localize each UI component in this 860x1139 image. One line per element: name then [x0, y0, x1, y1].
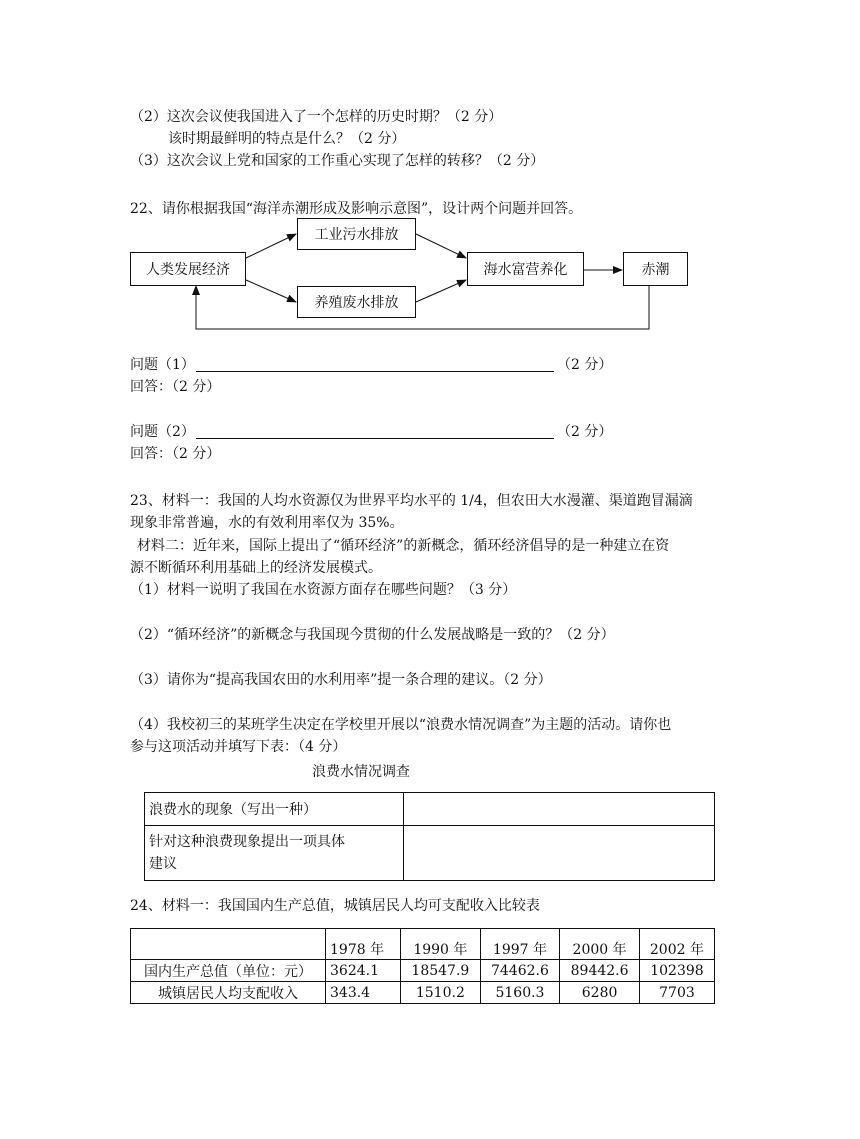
q21-part2-followup: 该时期最鲜明的特点是什么？（2 分）	[168, 131, 406, 147]
q22-answer2: 回答：（2 分）	[130, 446, 221, 462]
q22-question1-score: （2 分）	[557, 357, 613, 373]
table-row-gdp	[131, 960, 715, 982]
q21-part2: （2）这次会议使我国进入了一个怎样的历史时期？（2 分）	[130, 109, 503, 125]
gdp-value: 3624.1	[326, 960, 401, 982]
q23-subquestion3: （3）请你为“提高我国农田的水利用率”提一条合理的建议。（2 分）	[130, 672, 552, 688]
year-cell: 1997 年	[480, 929, 560, 960]
q22-answer1: 回答：（2 分）	[130, 379, 221, 395]
q23-material1-line1: 23、材料一：我国的人均水资源仅为世界平均水平的 1/4，但农田大水漫灌、渠道跑冒漏滴	[130, 493, 693, 509]
survey-row-suggestion	[145, 826, 715, 881]
survey-label-suggestion-line1: 针对这种浪费现象提出一项具体	[149, 834, 345, 850]
q23-material2-line2: 源不断循环利用基础上的经济发展模式。	[130, 560, 382, 576]
q23-subquestion1: （1）材料一说明了我国在水资源方面存在哪些问题？（3 分）	[130, 582, 517, 598]
survey-label-suggestion	[145, 826, 404, 881]
q22-question1-blank[interactable]	[196, 371, 554, 372]
survey-answer-suggestion[interactable]	[404, 826, 715, 881]
survey-row-phenomenon	[145, 793, 715, 826]
income-value: 5160.3	[480, 982, 560, 1004]
q22-question2-label: 问题（2）	[130, 424, 195, 440]
box-aquaculture-wastewater: 养殖废水排放	[297, 286, 416, 318]
arrow-human-to-aquaculture	[246, 280, 296, 302]
gdp-value: 18547.9	[401, 960, 481, 982]
income-value: 6280	[560, 982, 640, 1004]
gdp-value: 74462.6	[480, 960, 560, 982]
income-value: 7703	[639, 982, 714, 1004]
gdp-income-table	[130, 928, 715, 1004]
year-cell: 2002 年	[639, 929, 714, 960]
arrow-aquaculture-to-eutrophication	[416, 280, 466, 302]
q23-subquestion4-line2: 参与这项活动并填写下表：（4 分）	[130, 739, 347, 755]
box-human-economy: 人类发展经济	[130, 252, 246, 286]
row-label-gdp: 国内生产总值（单位：元）	[131, 960, 326, 982]
table-header-row	[131, 929, 715, 960]
arrow-feedback-loop	[196, 285, 649, 329]
box-industrial-wastewater: 工业污水排放	[297, 218, 416, 250]
income-value: 1510.2	[401, 982, 481, 1004]
year-cell: 1990 年	[401, 929, 481, 960]
survey-label-phenomenon: 浪费水的现象（写出一种）	[145, 793, 404, 826]
box-eutrophication: 海水富营养化	[467, 252, 584, 286]
diagram-arrows	[0, 0, 860, 340]
table-corner-cell	[131, 929, 326, 960]
arrow-human-to-industrial	[246, 234, 296, 258]
gdp-value: 89442.6	[560, 960, 640, 982]
survey-label-suggestion-line2: 建议	[149, 856, 177, 872]
q24-intro: 24、材料一：我国国内生产总值，城镇居民人均可支配收入比较表	[130, 898, 540, 914]
year-cell: 2000 年	[560, 929, 640, 960]
income-value: 343.4	[326, 982, 401, 1004]
waste-survey-title: 浪费水情况调查	[312, 764, 410, 780]
q23-subquestion4-line1: （4）我校初三的某班学生决定在学校里开展以“浪费水情况调查”为主题的活动。请你也	[130, 717, 672, 733]
q23-subquestion2: （2）“循环经济”的新概念与我国现今贯彻的什么发展战略是一致的？（2 分）	[130, 627, 615, 643]
row-label-income: 城镇居民人均支配收入	[131, 982, 326, 1004]
q23-material2-line1: 材料二：近年来，国际上提出了“循环经济”的新概念，循环经济倡导的是一种建立在资	[137, 538, 670, 554]
arrow-industrial-to-eutrophication	[416, 234, 466, 258]
q22-question2-score: （2 分）	[557, 424, 613, 440]
q21-part3: （3）这次会议上党和国家的工作重心实现了怎样的转移？（2 分）	[130, 153, 545, 169]
q22-question1-label: 问题（1）	[130, 357, 195, 373]
q22-intro: 22、请你根据我国“海洋赤潮形成及影响示意图”，设计两个问题并回答。	[130, 201, 583, 217]
survey-answer-phenomenon[interactable]	[404, 793, 715, 826]
waste-survey-table	[144, 792, 715, 881]
box-red-tide: 赤潮	[623, 252, 688, 286]
gdp-value: 102398	[639, 960, 714, 982]
table-row-income	[131, 982, 715, 1004]
q22-question2-blank[interactable]	[196, 438, 554, 439]
year-cell: 1978 年	[326, 929, 401, 960]
q23-material1-line2: 现象非常普遍，水的有效利用率仅为 35%。	[130, 515, 404, 531]
